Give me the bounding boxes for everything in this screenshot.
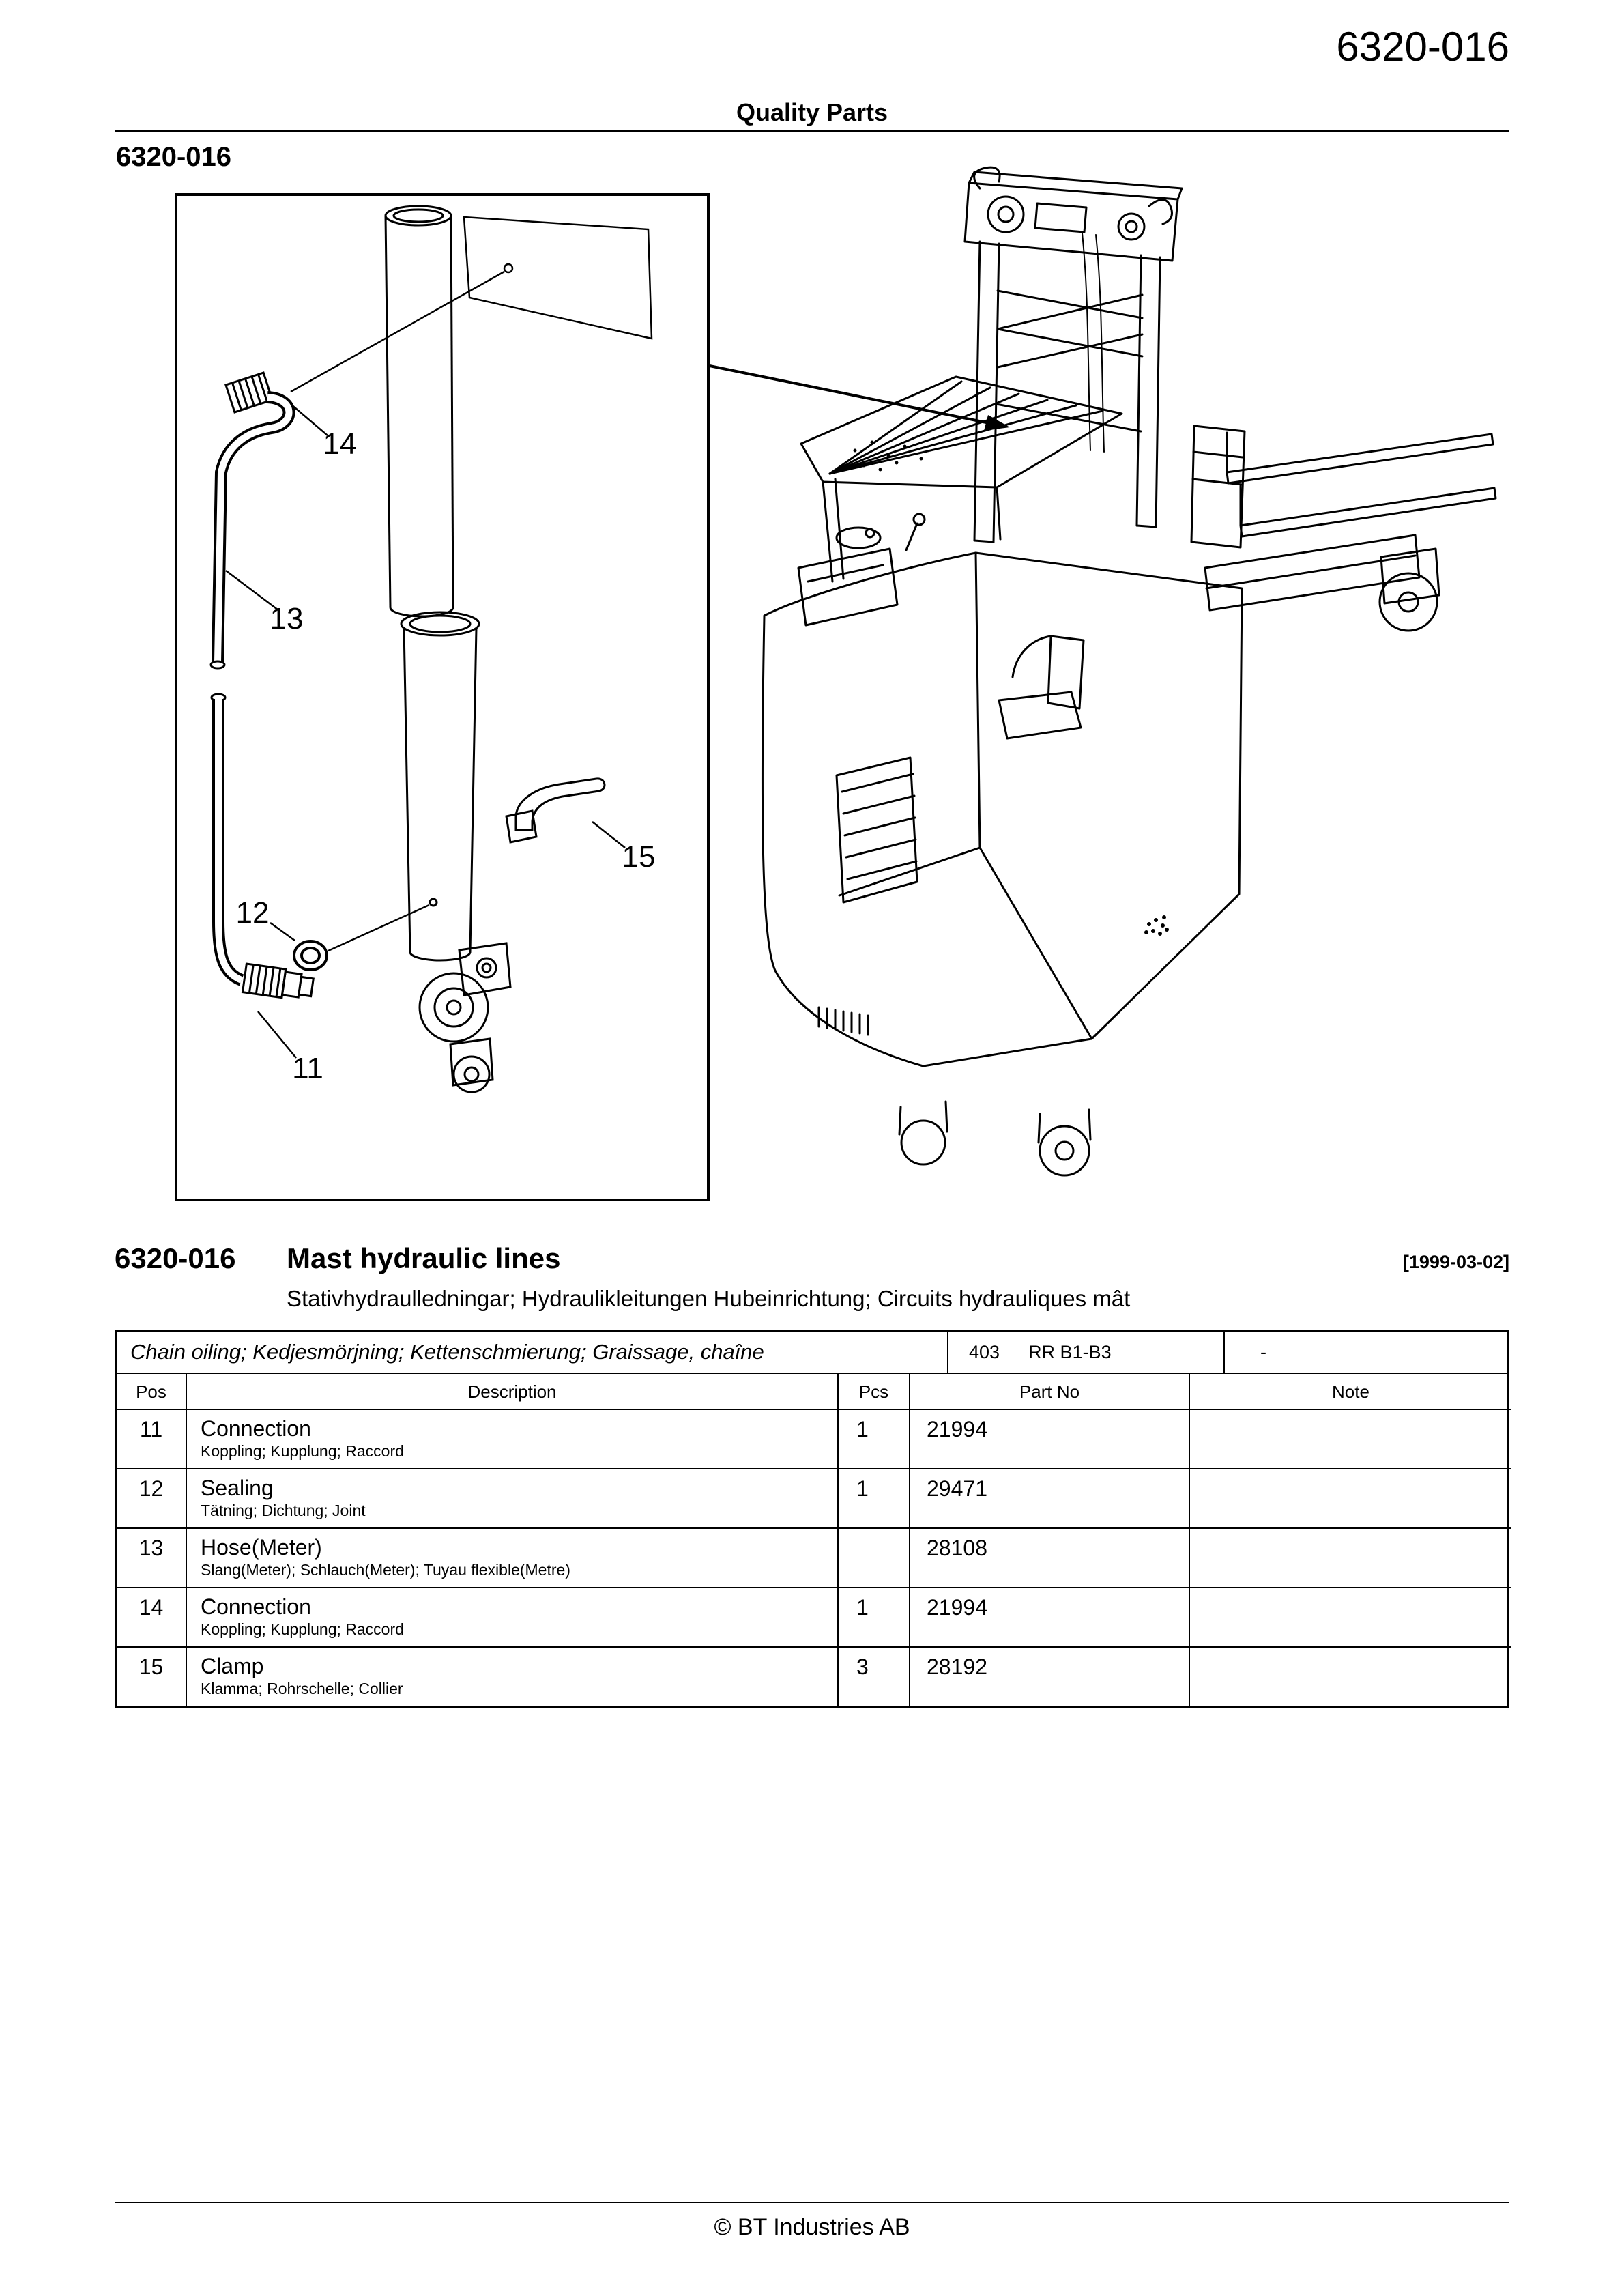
footer-copyright: © BT Industries AB bbox=[714, 2214, 910, 2240]
header-rule bbox=[115, 130, 1509, 132]
section-title: Mast hydraulic lines bbox=[287, 1242, 561, 1274]
partno-cell: 28108 bbox=[910, 1528, 1189, 1588]
callout-14: 14 bbox=[323, 427, 357, 461]
description-main: Clamp bbox=[201, 1654, 264, 1678]
page-header-title: Quality Parts bbox=[736, 98, 888, 126]
description-cell bbox=[186, 1469, 838, 1528]
table-row bbox=[117, 1528, 1511, 1588]
pos-cell: 11 bbox=[117, 1409, 186, 1469]
partno-cell: 28192 bbox=[910, 1647, 1189, 1706]
description-cell bbox=[186, 1647, 838, 1706]
parts-box-frame bbox=[176, 195, 708, 1200]
pos-cell: 14 bbox=[117, 1588, 186, 1647]
description-main: Sealing bbox=[201, 1476, 274, 1500]
parts-table bbox=[115, 1330, 1509, 1708]
pcs-cell: 1 bbox=[838, 1469, 910, 1528]
pos-cell: 15 bbox=[117, 1647, 186, 1706]
column-header-partno: Part No bbox=[910, 1374, 1189, 1409]
hose-lower bbox=[212, 694, 242, 980]
callout-11: 11 bbox=[292, 1052, 323, 1085]
group-model: RR B1-B3 bbox=[1028, 1341, 1112, 1362]
footer-rule bbox=[115, 2202, 1509, 2203]
group-title: Chain oiling; Kedjesmörjning; Kettenschmierung; Graissage, chaîne bbox=[130, 1340, 764, 1364]
description-main: Hose(Meter) bbox=[201, 1535, 322, 1560]
description-main: Connection bbox=[201, 1416, 311, 1441]
description-sub: Koppling; Kupplung; Raccord bbox=[201, 1442, 404, 1460]
note-cell bbox=[1189, 1409, 1511, 1469]
table-row bbox=[117, 1647, 1511, 1706]
callout-15: 15 bbox=[622, 840, 656, 874]
group-serial-cell: - bbox=[1223, 1332, 1507, 1373]
pulley-assembly bbox=[420, 943, 510, 1092]
note-cell bbox=[1189, 1647, 1511, 1706]
description-sub: Klamma; Rohrschelle; Collier bbox=[201, 1680, 403, 1697]
description-sub: Slang(Meter); Schlauch(Meter); Tuyau flexible(Metre) bbox=[201, 1561, 570, 1579]
pcs-cell bbox=[838, 1528, 910, 1588]
table-header-row bbox=[117, 1374, 1511, 1409]
table-row bbox=[117, 1469, 1511, 1528]
pcs-cell: 1 bbox=[838, 1409, 910, 1469]
lower-cylinder bbox=[328, 612, 479, 960]
top-tube bbox=[386, 206, 453, 616]
fitting-14 bbox=[226, 373, 272, 412]
column-header-pcs: Pcs bbox=[838, 1374, 910, 1409]
flag-plate bbox=[291, 217, 652, 392]
partno-cell: 29471 bbox=[910, 1469, 1189, 1528]
table-group-header bbox=[117, 1332, 1507, 1374]
seal-ring-12 bbox=[294, 941, 327, 970]
figure-area bbox=[115, 157, 1509, 1215]
forklift-drawing bbox=[762, 167, 1496, 1175]
description-main: Connection bbox=[201, 1594, 311, 1619]
pos-cell: 13 bbox=[117, 1528, 186, 1588]
column-header-note: Note bbox=[1189, 1374, 1511, 1409]
parts-diagram-svg bbox=[115, 157, 1509, 1215]
description-sub: Koppling; Kupplung; Raccord bbox=[201, 1620, 404, 1638]
description-sub: Tätning; Dichtung; Joint bbox=[201, 1502, 366, 1519]
table-row bbox=[117, 1588, 1511, 1647]
section-title-row bbox=[115, 1242, 1509, 1275]
section-subtitle: Stativhydraulledningar; Hydraulikleitungen Hubeinrichtung; Circuits hydrauliques mât bbox=[287, 1286, 1131, 1311]
clamp-15 bbox=[506, 779, 605, 842]
section-date: [1999-03-02] bbox=[1402, 1252, 1509, 1272]
description-cell bbox=[186, 1588, 838, 1647]
callout-12: 12 bbox=[235, 896, 270, 930]
pcs-cell: 1 bbox=[838, 1588, 910, 1647]
pointer-arrow bbox=[710, 366, 1010, 431]
partno-cell: 21994 bbox=[910, 1409, 1189, 1469]
group-model-cell bbox=[947, 1332, 1223, 1373]
note-cell bbox=[1189, 1588, 1511, 1647]
hydraulic-parts bbox=[211, 206, 652, 1092]
column-header-description: Description bbox=[186, 1374, 838, 1409]
callout-13: 13 bbox=[270, 602, 304, 635]
description-cell bbox=[186, 1409, 838, 1469]
pos-cell: 12 bbox=[117, 1469, 186, 1528]
column-header-pos: Pos bbox=[117, 1374, 186, 1409]
note-cell bbox=[1189, 1528, 1511, 1588]
document-number: 6320-016 bbox=[1336, 24, 1509, 70]
description-cell bbox=[186, 1528, 838, 1588]
partno-cell: 21994 bbox=[910, 1588, 1189, 1647]
section-number: 6320-016 bbox=[115, 1242, 236, 1274]
section-label: 6320-016 bbox=[116, 142, 232, 172]
pcs-cell: 3 bbox=[838, 1647, 910, 1706]
note-cell bbox=[1189, 1469, 1511, 1528]
group-type-code: 403 bbox=[969, 1341, 1000, 1362]
table-row bbox=[117, 1409, 1511, 1469]
